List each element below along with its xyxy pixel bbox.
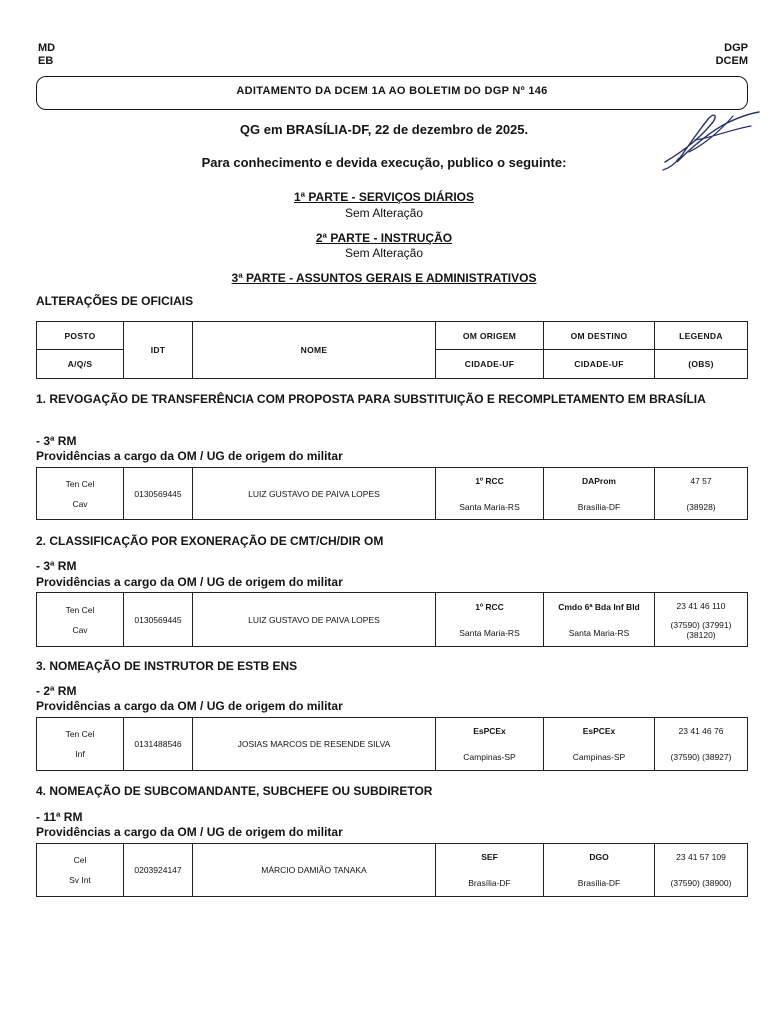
arma: Cav [72, 624, 88, 635]
header-cidade-destino: CIDADE-UF [544, 350, 655, 379]
section-3-note: Providências a cargo da OM / UG de origem do militar [36, 699, 343, 713]
section-3-title: 3. NOMEAÇÃO DE INSTRUTOR DE ESTB ENS [36, 659, 298, 673]
intro-text: Para conhecimento e devida execução, publico o seguinte: [201, 155, 567, 170]
section-2-title: 2. CLASSIFICAÇÃO POR EXONERAÇÃO DE CMT/CH/DIR OM [36, 534, 384, 548]
posto: Ten Cel [65, 604, 95, 615]
table-row [37, 593, 748, 647]
obs: (37590) (37991) [670, 619, 732, 630]
header-idt: IDT [124, 322, 193, 379]
header-left-line1: MD [38, 42, 56, 54]
header-nome: NOME [193, 322, 436, 379]
arma: Cav [72, 498, 88, 509]
om-origem: SEF [481, 852, 498, 862]
section-4-table [36, 843, 748, 897]
header-left [38, 42, 55, 68]
cidade-destino: Santa Maria-RS [568, 627, 630, 638]
section-1-title: 1. REVOGAÇÃO DE TRANSFERÊNCIA COM PROPOSTA PARA SUBSTITUIÇÃO E RECOMPLETAMENTO EM BRASÍLIA [36, 392, 706, 406]
cidade-destino: Brasília-DF [577, 501, 621, 512]
obs: (37590) (38900) [670, 878, 732, 888]
om-origem: 1º RCC [475, 601, 504, 612]
cidade-origem: Santa Maria-RS [459, 501, 520, 512]
cidade-origem: Brasília-DF [468, 878, 511, 888]
header-table [36, 321, 748, 379]
nome: MÁRCIO DAMIÃO TANAKA [193, 844, 436, 897]
posto: Ten Cel [65, 478, 95, 489]
section-1-region: - 3ª RM [36, 434, 77, 448]
nome: LUIZ GUSTAVO DE PAIVA LOPES [193, 593, 436, 647]
cidade-origem: Santa Maria-RS [459, 627, 520, 638]
section-2-note: Providências a cargo da OM / UG de origem do militar [36, 575, 343, 589]
subsection-title: ALTERAÇÕES DE OFICIAIS [36, 294, 194, 308]
header-cidade-origem: CIDADE-UF [436, 350, 544, 379]
cidade-origem: Campinas-SP [463, 752, 516, 762]
table-row [37, 844, 748, 897]
idt: 0131488546 [124, 718, 193, 771]
obs-line2: (38120) [686, 629, 716, 640]
document-title: ADITAMENTO DA DCEM 1A AO BOLETIM DO DGP Nº 146 [236, 85, 548, 97]
section-1-table [36, 467, 748, 520]
cidade-destino: Brasília-DF [577, 878, 621, 888]
part-3-title: 3ª PARTE - ASSUNTOS GERAIS E ADMINISTRATIVOS [231, 271, 537, 285]
obs: (38928) [686, 501, 716, 512]
header-om-origem: OM ORIGEM [436, 322, 544, 350]
part-1-title: 1ª PARTE - SERVIÇOS DIÁRIOS [293, 190, 475, 204]
table-row [37, 468, 748, 520]
arma: Sv Int [69, 875, 91, 885]
table-row [37, 718, 748, 771]
section-3-table [36, 717, 748, 771]
section-2-table [36, 592, 748, 647]
section-4-region: - 11ª RM [36, 810, 83, 824]
om-origem: EsPCEx [473, 726, 506, 736]
header-right [716, 42, 748, 68]
om-destino: EsPCEx [582, 726, 616, 736]
legenda: 47 57 [690, 475, 712, 486]
part-1-status: Sem Alteração [344, 206, 424, 220]
part-2-title: 2ª PARTE - INSTRUÇÃO [315, 231, 453, 245]
header-posto: POSTO [37, 322, 124, 350]
cidade-destino: Campinas-SP [572, 752, 626, 762]
idt: 0203924147 [124, 844, 193, 897]
nome: JOSIAS MARCOS DE RESENDE SILVA [193, 718, 436, 771]
arma: Inf [75, 749, 85, 759]
nome: LUIZ GUSTAVO DE PAIVA LOPES [193, 468, 436, 520]
posto: Cel [73, 855, 87, 865]
header-legenda: LEGENDA [655, 322, 748, 350]
om-destino: DGO [589, 852, 609, 862]
dateline: QG em BRASÍLIA-DF, 22 de dezembro de 2025. [239, 122, 529, 137]
legenda: 23 41 57 109 [676, 852, 726, 862]
header-right-line1: DGP [724, 42, 748, 54]
header-left-line2: EB [38, 55, 54, 67]
obs: (37590) (38927) [670, 752, 732, 762]
om-destino: Cmdo 6ª Bda Inf Bld [558, 601, 640, 612]
header-aqs: A/Q/S [37, 350, 124, 379]
header-obs: (OBS) [655, 350, 748, 379]
header-right-line2: DCEM [715, 55, 748, 67]
legenda: 23 41 46 110 [676, 600, 726, 611]
part-2-status: Sem Alteração [344, 246, 424, 260]
header-om-destino: OM DESTINO [544, 322, 655, 350]
om-origem: 1º RCC [475, 475, 504, 486]
section-4-note: Providências a cargo da OM / UG de origem do militar [36, 825, 343, 839]
section-4-title: 4. NOMEAÇÃO DE SUBCOMANDANTE, SUBCHEFE OU SUBDIRETOR [36, 784, 433, 798]
om-destino: DAProm [581, 475, 616, 486]
section-1-note: Providências a cargo da OM / UG de origem do militar [36, 449, 343, 463]
legenda: 23 41 46 76 [678, 726, 724, 736]
idt: 0130569445 [124, 468, 193, 520]
section-2-region: - 3ª RM [36, 559, 77, 573]
section-3-region: - 2ª RM [36, 684, 77, 698]
posto: Ten Cel [65, 729, 95, 739]
idt: 0130569445 [124, 593, 193, 647]
